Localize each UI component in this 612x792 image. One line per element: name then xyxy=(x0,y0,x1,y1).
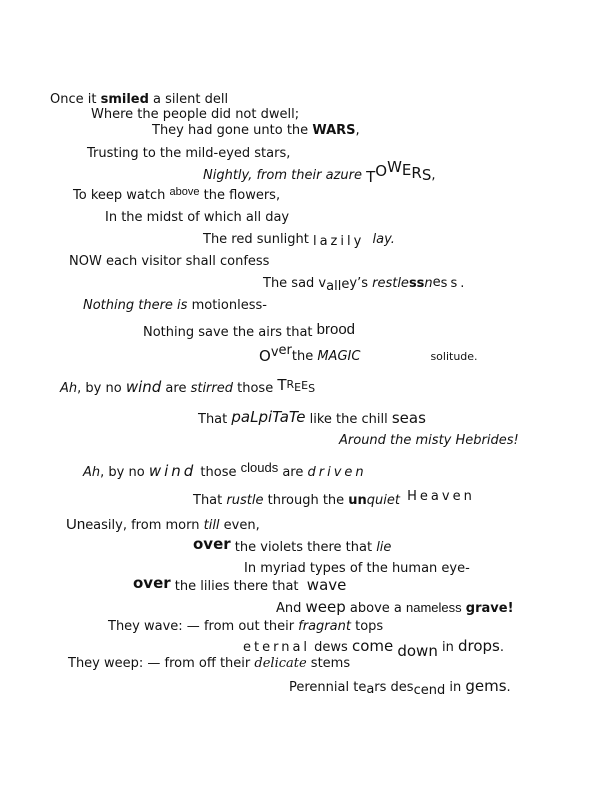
poem-line xyxy=(91,108,299,121)
poem-line xyxy=(133,574,347,594)
poem-fragment: weep xyxy=(305,598,346,616)
poem-line xyxy=(105,211,289,224)
poem-fragment: , xyxy=(355,123,360,138)
poem-fragment: the violets there that xyxy=(230,540,377,555)
poem-fragment xyxy=(364,233,372,246)
poem-fragment: over xyxy=(193,535,231,553)
poem-fragment: , by no xyxy=(100,465,149,480)
poem-fragment: solitude. xyxy=(430,350,478,363)
poem-fragment: MAGIC xyxy=(317,349,361,364)
poem-fragment: , by no xyxy=(77,381,126,396)
poem-fragment: Where the people did not dwell; xyxy=(91,107,300,122)
poem-fragment: E xyxy=(301,379,309,392)
poem-fragment: driven xyxy=(307,465,367,480)
poem-fragment: Nothing save the airs that xyxy=(143,325,317,340)
poem-fragment: clouds xyxy=(240,460,279,475)
poem-line xyxy=(259,343,478,365)
poem-fragment: That xyxy=(193,493,227,508)
poem-fragment: the lilies there that xyxy=(170,579,307,594)
poem-line xyxy=(108,620,383,633)
poem-fragment: Un xyxy=(66,516,86,533)
poem-fragment: In myriad types of the human eye- xyxy=(244,561,470,576)
poem-fragment: R xyxy=(411,164,422,182)
poem-fragment: grave! xyxy=(465,601,514,616)
poem-fragment: down xyxy=(397,642,438,660)
poem-fragment: They wave: — from out their xyxy=(108,619,299,634)
poem-fragment: Around the misty Hebrides! xyxy=(339,433,519,448)
poem-fragment: the xyxy=(291,349,318,364)
poem-fragment: through the xyxy=(263,493,349,508)
poem-fragment: l xyxy=(334,279,338,294)
poem-fragment: R xyxy=(286,378,295,391)
poem-fragment: To keep watch xyxy=(73,188,170,203)
poem-fragment: nameless xyxy=(406,600,462,615)
poem-fragment: in xyxy=(445,680,466,695)
poem-fragment: Ah xyxy=(60,381,78,396)
poem-fragment: wind xyxy=(125,378,162,396)
poem-fragment: Once it xyxy=(50,92,101,107)
poem-line xyxy=(244,562,470,575)
poem-fragment: over xyxy=(133,574,171,592)
poem-fragment: a silent dell xyxy=(148,92,229,107)
poem-fragment: dews xyxy=(310,640,352,655)
poem-fragment: n xyxy=(424,276,433,291)
poem-fragment: paLpiTaTe xyxy=(231,408,306,426)
poem-fragment: ss. xyxy=(440,276,468,291)
poem-line xyxy=(263,275,468,294)
poem-fragment: in xyxy=(437,640,458,655)
poem-line xyxy=(198,408,426,427)
poem-line xyxy=(66,517,260,532)
poem-fragment: like the chill xyxy=(305,412,392,427)
poem-line xyxy=(83,299,267,312)
poem-fragment: Nothing there is xyxy=(83,298,188,313)
poem-line xyxy=(60,376,316,396)
poem-fragment: y xyxy=(349,276,358,291)
poem-fragment: v xyxy=(270,345,279,360)
poem-line xyxy=(50,93,228,106)
poem-fragment: lie xyxy=(376,540,392,555)
poem-fragment: O xyxy=(375,162,388,180)
poem-fragment: eternal xyxy=(243,640,311,655)
poem-fragment: easily, from morn xyxy=(85,518,204,533)
poem-line xyxy=(339,434,519,447)
poem-fragment: Perennial te xyxy=(289,680,367,695)
poem-line xyxy=(193,489,475,508)
poem-fragment: The sad v xyxy=(263,276,327,291)
poem-line xyxy=(68,657,350,670)
poem-fragment: T xyxy=(277,376,287,394)
poem-fragment: above a xyxy=(345,601,407,616)
poem-fragment: stirred xyxy=(190,381,233,396)
poem-fragment: r xyxy=(286,343,292,358)
poem-fragment: motionless- xyxy=(187,298,267,313)
poem-fragment: those xyxy=(233,381,278,396)
poem-line xyxy=(143,321,356,340)
poem-fragment: drops xyxy=(457,637,500,655)
poem-fragment: come xyxy=(351,637,394,655)
poem-line xyxy=(243,637,504,660)
poem-fragment: WARS xyxy=(312,123,356,138)
poem-fragment: e xyxy=(432,275,441,290)
poem-fragment: Trusting to the mild-eyed stars, xyxy=(87,146,291,161)
poem-line xyxy=(83,460,367,480)
poem-fragment: till xyxy=(203,518,220,533)
poem-fragment: rs des xyxy=(374,680,414,695)
poem-fragment: tops xyxy=(350,619,384,634)
poem-line xyxy=(276,600,514,615)
poem-fragment: S xyxy=(308,382,316,395)
poem-fragment: They weep: — from off their xyxy=(68,656,255,671)
poem-fragment: O xyxy=(259,347,271,365)
poem-fragment: , xyxy=(431,168,436,183)
poem-fragment: That xyxy=(198,412,232,427)
poem-fragment: e xyxy=(278,343,287,358)
poem-line xyxy=(203,158,436,186)
poem-fragment: . xyxy=(506,680,511,695)
poem-fragment: above xyxy=(169,186,200,198)
poem-fragment: a xyxy=(326,279,335,294)
poem-fragment: fragrant xyxy=(298,619,351,634)
poem-fragment: The red sunlight xyxy=(203,232,313,247)
poem-fragment: a xyxy=(366,682,375,697)
poem-fragment: lay. xyxy=(372,232,395,247)
poem-line xyxy=(69,255,269,268)
poem-fragment: ’s xyxy=(357,276,373,291)
poem-line xyxy=(152,124,360,137)
poem-fragment: quiet xyxy=(366,493,400,508)
poem-line xyxy=(193,535,392,555)
poem-line xyxy=(73,186,281,203)
poem-fragment: delicate xyxy=(254,656,307,671)
poem-fragment: gems xyxy=(465,677,507,695)
poem-fragment: ss xyxy=(408,276,425,291)
poem-fragment: l xyxy=(337,279,342,294)
poem-fragment: e xyxy=(341,277,350,292)
poem-fragment: And xyxy=(276,601,306,616)
poem-fragment: W xyxy=(387,158,402,176)
poem-line xyxy=(87,147,290,160)
poem-fragment: S xyxy=(421,166,432,184)
poem-fragment: wind xyxy=(148,462,197,480)
poem-fragment: E xyxy=(401,161,412,179)
poem-fragment: Nightly, from their azure xyxy=(203,168,367,183)
poem-fragment: T xyxy=(366,168,376,186)
poem-fragment: those xyxy=(196,465,241,480)
poem-fragment: rustle xyxy=(226,493,264,508)
poem-fragment: even, xyxy=(219,518,260,533)
poem-fragment: They had gone unto the xyxy=(152,123,313,138)
poem-fragment: In the midst of which all day xyxy=(105,210,290,225)
poem-fragment: stems xyxy=(306,656,351,671)
poem-fragment: are xyxy=(161,381,191,396)
poem-fragment: cend xyxy=(413,683,446,698)
poem-fragment: are xyxy=(278,465,308,480)
poem-line xyxy=(203,232,395,249)
poem-fragment: smiled xyxy=(100,92,149,107)
poem-fragment: . xyxy=(499,640,504,655)
poem-fragment: Heaven xyxy=(400,489,475,504)
poem-fragment: wave xyxy=(306,576,347,594)
poem-fragment: E xyxy=(294,381,302,394)
poem-fragment: lazily xyxy=(312,234,365,249)
poem-fragment: seas xyxy=(391,409,426,427)
poem-fragment: the flowers, xyxy=(199,188,281,203)
poem-fragment: un xyxy=(348,493,367,508)
poem-fragment: Ah xyxy=(83,465,101,480)
poem-fragment: NOW each visitor shall confess xyxy=(69,254,270,269)
poem-line xyxy=(289,677,511,698)
poem-fragment: brood xyxy=(316,321,356,338)
poem-fragment: restle xyxy=(372,276,409,291)
